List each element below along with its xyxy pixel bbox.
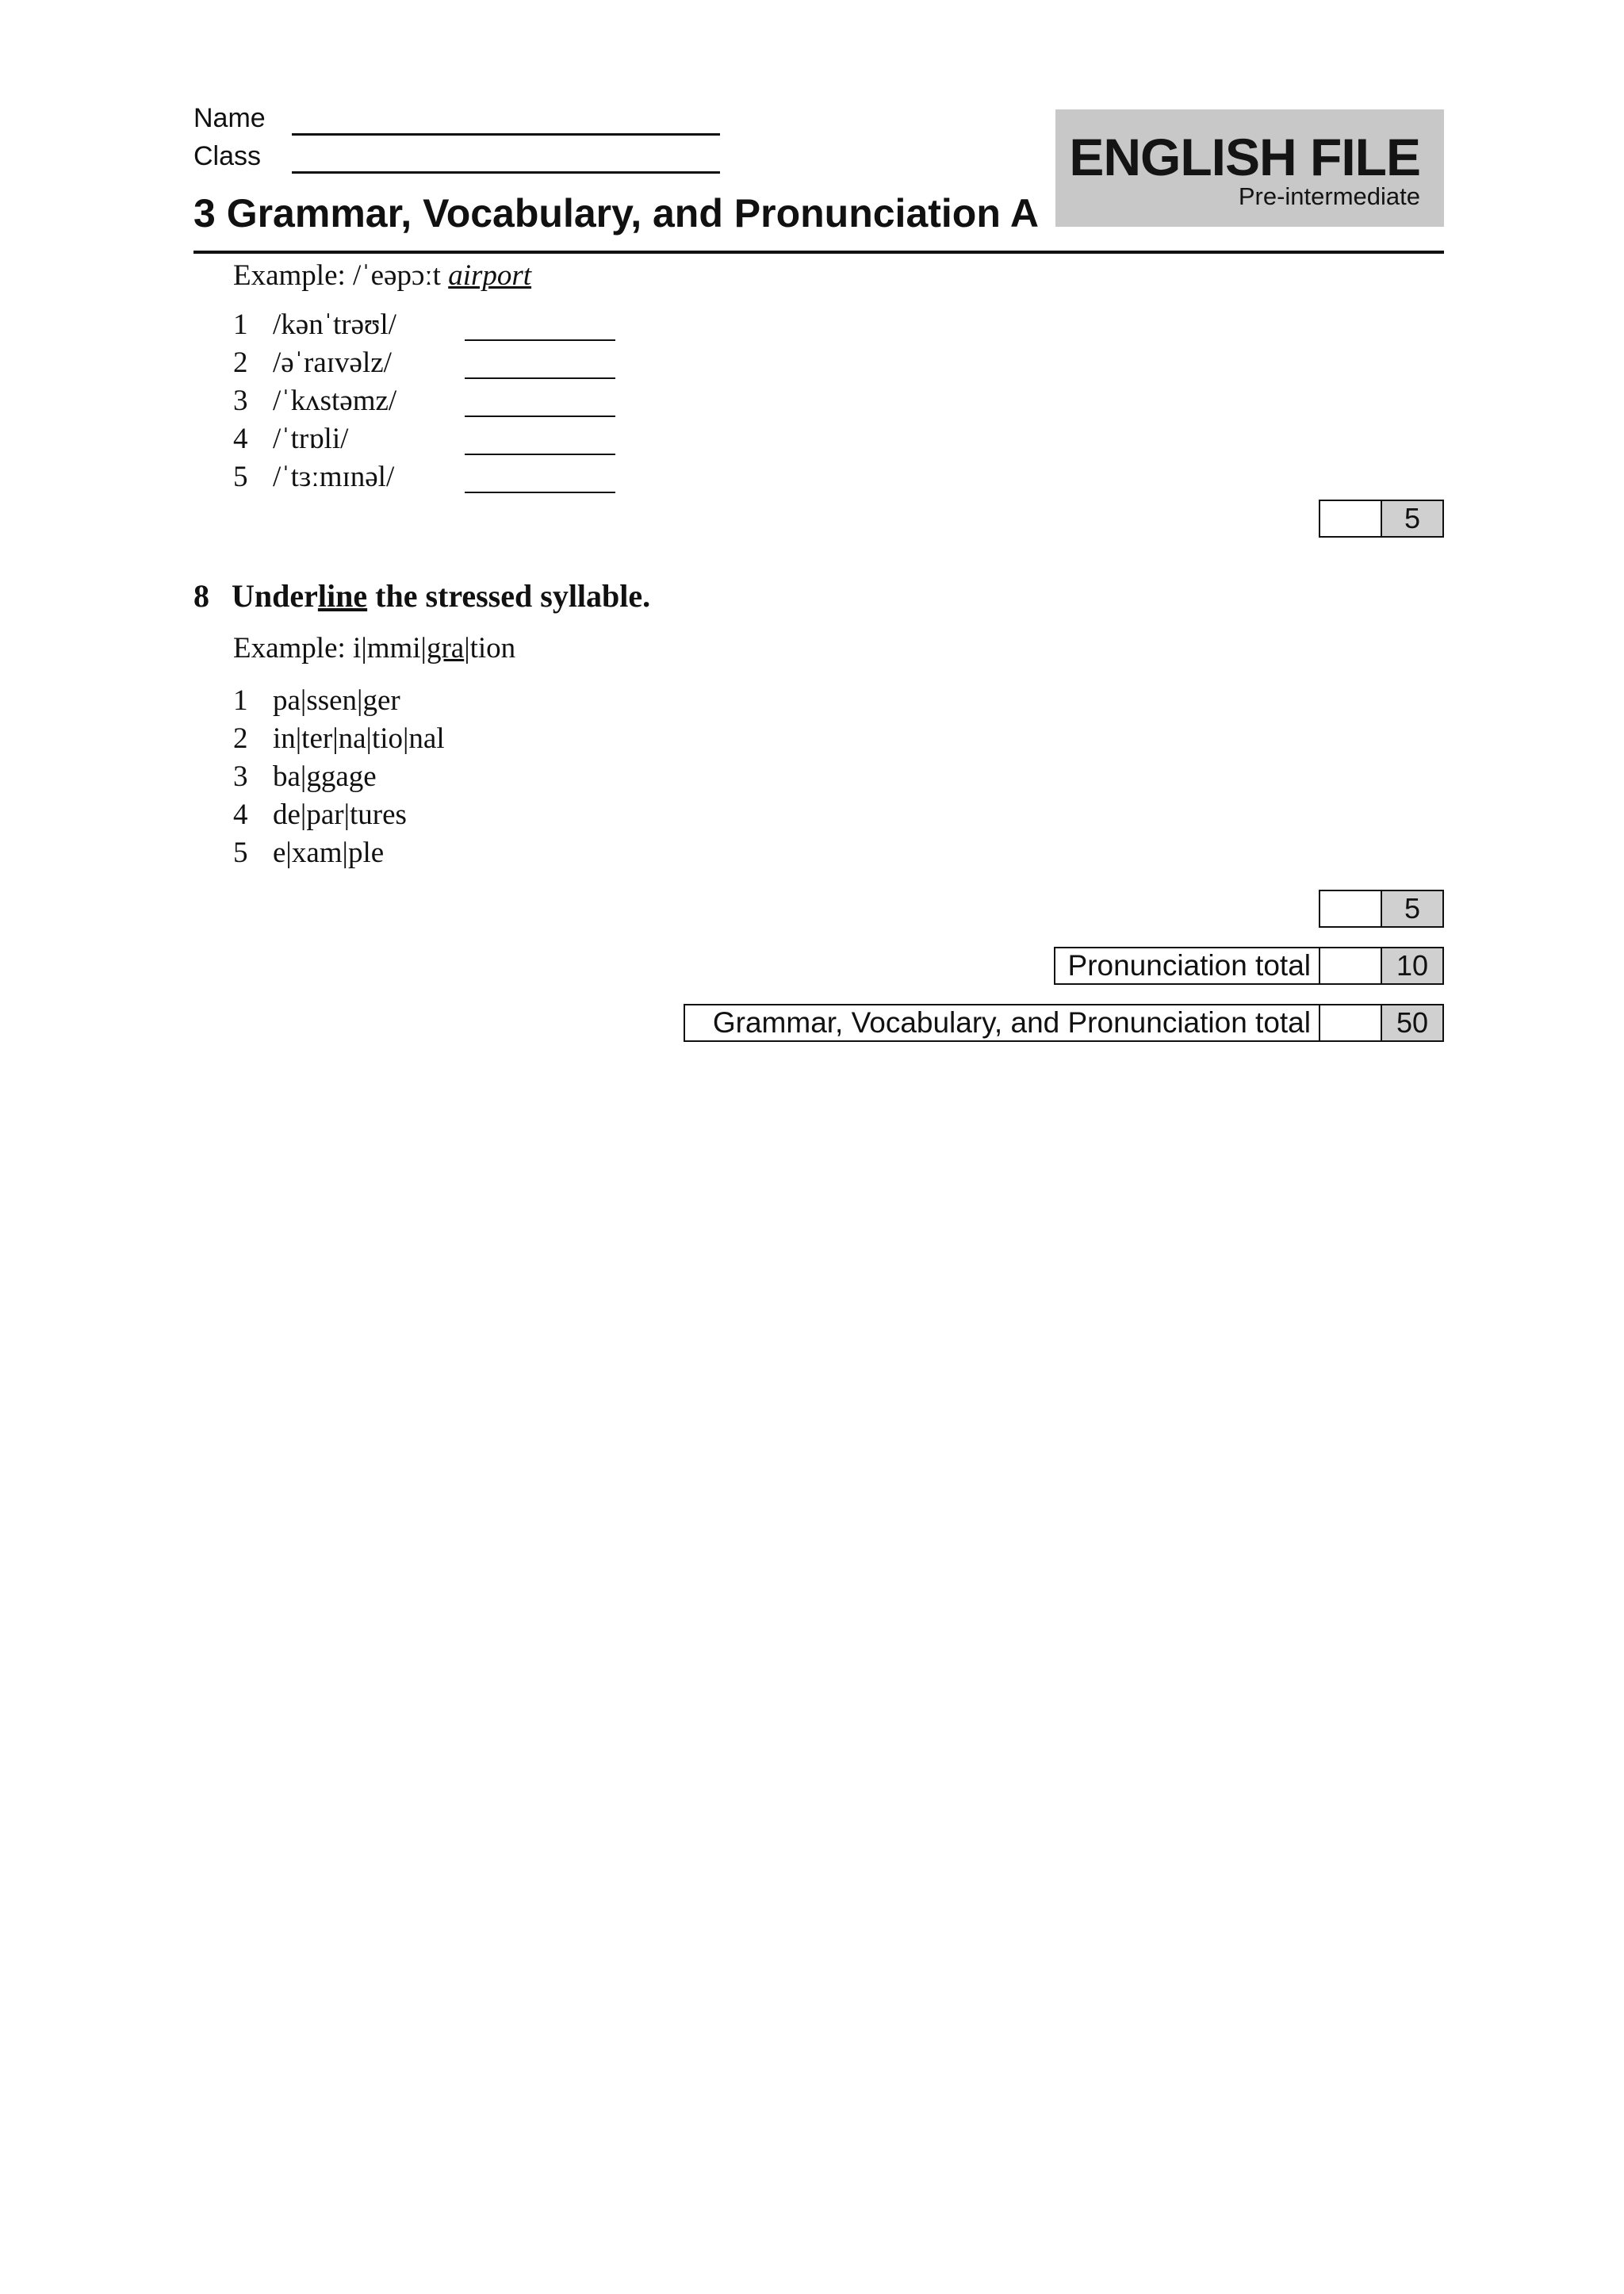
name-label: Name [193,103,266,133]
item-word[interactable]: de|par|tures [273,798,407,831]
list-item [233,422,709,460]
section8-heading [193,577,650,615]
answer-blank[interactable] [465,454,615,455]
item-word[interactable]: e|xam|ple [273,837,385,869]
pronunciation-total-input[interactable] [1319,947,1382,985]
item-number: 1 [233,684,248,717]
item-phonetic: /kənˈtrəʊl/ [273,308,396,341]
grand-total-label: Grammar, Vocabulary, and Pronunciation total [684,1004,1320,1042]
answer-blank[interactable] [465,492,615,493]
section8-heading-pre: Under [232,578,318,614]
item-number: 2 [233,722,248,755]
list-item [233,308,709,346]
item-number: 5 [233,837,248,869]
class-label: Class [193,141,262,171]
section7-example-prefix: Example: /ˈeəpɔːt [233,259,441,292]
item-phonetic: /ˈkʌstəmz/ [273,385,397,417]
grand-total-input[interactable] [1319,1004,1382,1042]
page-title: 3 Grammar, Vocabulary, and Pronunciation A [193,191,1040,236]
section7-max-score: 5 [1381,500,1444,538]
answer-blank[interactable] [465,416,615,417]
section8-score-input[interactable] [1319,890,1382,928]
section8-number: 8 [193,578,209,614]
item-word[interactable]: pa|ssen|ger [273,684,400,717]
answer-blank[interactable] [465,339,615,341]
item-phonetic: /əˈraɪvəlz/ [273,347,392,379]
item-number: 2 [233,347,248,379]
item-word[interactable]: ba|ggage [273,760,377,793]
section8-heading-post: the stressed syllable. [367,578,651,614]
section7-example-answer: airport [448,259,532,292]
grand-total-max: 50 [1381,1004,1444,1042]
list-item [233,346,709,384]
section8-example-stressed: gra [426,632,465,664]
item-word[interactable]: in|ter|na|tio|nal [273,722,445,755]
item-number: 4 [233,423,248,455]
section8-example-post: |tion [464,632,516,664]
section7-score-input[interactable] [1319,500,1382,538]
name-input-line[interactable] [292,133,720,136]
answer-blank[interactable] [465,377,615,379]
section8-example-pre: Example: i|mmi| [233,632,427,664]
section7-example [233,259,531,293]
list-item [233,384,709,422]
section8-heading-underlined: line [317,578,368,614]
item-number: 5 [233,461,248,493]
item-phonetic: /ˈtɜːmɪnəl/ [273,461,395,493]
section8-max-score: 5 [1381,890,1444,928]
section8-example [233,631,515,665]
class-input-line[interactable] [292,171,720,174]
list-item [233,460,709,498]
logo-subtitle: Pre-intermediate [1238,182,1420,210]
item-number: 4 [233,798,248,831]
pronunciation-total-max: 10 [1381,947,1444,985]
english-file-logo [1055,109,1444,227]
item-phonetic: /ˈtrɒli/ [273,423,349,455]
title-rule [193,251,1444,254]
item-number: 3 [233,385,248,417]
item-number: 1 [233,308,248,341]
pronunciation-total-label: Pronunciation total [1054,947,1320,985]
logo-title: ENGLISH FILE [1069,128,1420,186]
item-number: 3 [233,760,248,793]
